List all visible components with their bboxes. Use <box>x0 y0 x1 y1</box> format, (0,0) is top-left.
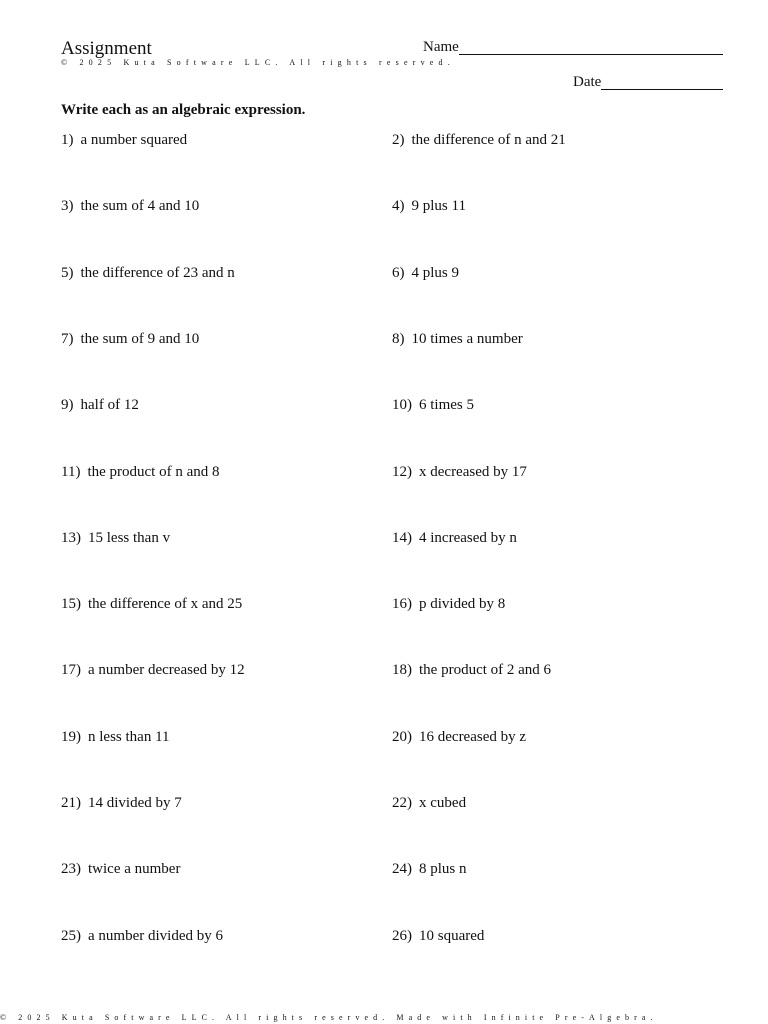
problem-item <box>61 794 182 812</box>
problem-item <box>392 661 551 679</box>
problem-number: 19) <box>61 729 81 745</box>
problem-number: 12) <box>392 464 412 480</box>
problem-number: 17) <box>61 662 81 678</box>
name-line[interactable] <box>459 38 723 55</box>
problem-item <box>392 197 466 215</box>
problem-item <box>392 131 566 149</box>
problem-text: 10 times a number <box>411 331 523 347</box>
problem-item <box>61 197 199 215</box>
problem-text: twice a number <box>88 861 181 877</box>
date-label: Date <box>573 74 602 90</box>
problem-text: p divided by 8 <box>419 596 506 612</box>
problem-text: a number squared <box>80 132 188 148</box>
problem-number: 10) <box>392 397 412 413</box>
problem-item <box>392 860 467 878</box>
date-line[interactable] <box>601 73 723 90</box>
problem-item <box>61 661 245 679</box>
problem-text: the difference of 23 and n <box>80 265 235 281</box>
problem-item <box>61 396 139 414</box>
problem-text: 15 less than v <box>88 530 171 546</box>
problem-item <box>61 529 170 547</box>
problem-number: 18) <box>392 662 412 678</box>
problem-text: the difference of n and 21 <box>411 132 566 148</box>
problem-text: the sum of 4 and 10 <box>80 198 200 214</box>
problem-item <box>61 860 180 878</box>
problem-number: 23) <box>61 861 81 877</box>
problem-number: 15) <box>61 596 81 612</box>
problem-item <box>392 330 523 348</box>
problem-item <box>392 927 484 945</box>
problem-number: 2) <box>392 132 405 148</box>
problem-text: 14 divided by 7 <box>88 795 182 811</box>
problem-text: n less than 11 <box>88 729 170 745</box>
problem-number: 6) <box>392 265 405 281</box>
problem-number: 16) <box>392 596 412 612</box>
problem-text: the difference of x and 25 <box>88 596 243 612</box>
problem-item <box>61 595 242 613</box>
copyright-notice: © 2025 Kuta Software LLC. All rights reserved. <box>61 58 455 67</box>
problem-number: 21) <box>61 795 81 811</box>
problem-number: 14) <box>392 530 412 546</box>
problem-number: 1) <box>61 132 74 148</box>
problem-number: 4) <box>392 198 405 214</box>
problem-number: 24) <box>392 861 412 877</box>
problem-text: a number divided by 6 <box>88 928 223 944</box>
name-label: Name <box>423 39 459 55</box>
problem-text: 6 times 5 <box>419 397 474 413</box>
problem-text: 8 plus n <box>419 861 467 877</box>
instructions: Write each as an algebraic expression. <box>61 102 306 118</box>
problem-text: x decreased by 17 <box>419 464 527 480</box>
problem-text: the product of n and 8 <box>87 464 220 480</box>
problem-number: 11) <box>61 464 81 480</box>
problem-item <box>392 595 505 613</box>
problem-number: 13) <box>61 530 81 546</box>
problem-item <box>392 396 474 414</box>
problem-text: half of 12 <box>80 397 139 413</box>
problem-item <box>61 463 220 481</box>
problem-number: 8) <box>392 331 405 347</box>
problem-number: 9) <box>61 397 74 413</box>
problem-text: 10 squared <box>419 928 485 944</box>
problem-number: 20) <box>392 729 412 745</box>
problem-text: 4 increased by n <box>419 530 517 546</box>
problem-item <box>61 927 223 945</box>
problem-text: 9 plus 11 <box>411 198 466 214</box>
problem-item <box>61 728 170 746</box>
problem-number: 3) <box>61 198 74 214</box>
date-field[interactable] <box>573 72 723 90</box>
problem-item <box>392 264 459 282</box>
problem-item <box>392 529 517 547</box>
problem-number: 5) <box>61 265 74 281</box>
problem-item <box>61 131 187 149</box>
worksheet-title: Assignment <box>61 38 152 59</box>
problem-item <box>61 264 235 282</box>
problem-text: x cubed <box>419 795 467 811</box>
problem-text: the sum of 9 and 10 <box>80 331 200 347</box>
problem-item <box>392 463 527 481</box>
problem-text: 16 decreased by z <box>419 729 527 745</box>
name-field[interactable] <box>423 37 723 55</box>
problem-number: 7) <box>61 331 74 347</box>
problem-number: 25) <box>61 928 81 944</box>
problem-text: a number decreased by 12 <box>88 662 245 678</box>
problem-item <box>392 794 466 812</box>
problem-item <box>392 728 526 746</box>
problem-text: 4 plus 9 <box>411 265 460 281</box>
footer-copyright: © 2025 Kuta Software LLC. All rights reserved. Made with Infinite Pre-Algebra. <box>0 1013 658 1022</box>
problem-item <box>61 330 199 348</box>
problem-text: the product of 2 and 6 <box>419 662 552 678</box>
problem-number: 26) <box>392 928 412 944</box>
problem-number: 22) <box>392 795 412 811</box>
